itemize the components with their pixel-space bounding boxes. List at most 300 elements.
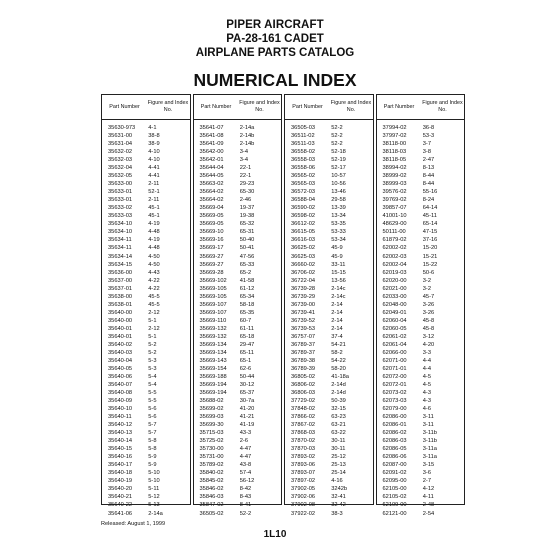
table-row	[194, 132, 282, 140]
figure-index-cell: 65-14	[422, 221, 438, 228]
table-row	[194, 469, 282, 477]
table-row	[377, 510, 465, 518]
figure-index-cell: 8-13	[422, 165, 435, 172]
figure-index-cell: 5-13	[148, 502, 160, 509]
table-row	[377, 212, 465, 220]
figure-index-cell: 3-12	[422, 333, 435, 340]
table-row	[377, 204, 465, 212]
index-column	[101, 94, 191, 517]
table-row	[377, 180, 465, 188]
table-row	[377, 445, 465, 453]
part-number-cell: 37729-02	[291, 398, 316, 405]
table-row	[285, 510, 373, 518]
table-row	[194, 188, 282, 196]
table-row	[102, 132, 190, 140]
figure-index-cell: 3-11	[422, 422, 434, 429]
figure-index-cell: 4-48	[148, 229, 160, 236]
figure-index-cell: 45-8	[422, 317, 435, 324]
figure-index-cell: 5-10	[148, 470, 160, 477]
figure-index-cell: 65-31	[239, 229, 255, 236]
table-row	[377, 461, 465, 469]
part-number-cell: 62072-00	[382, 373, 407, 380]
figure-index-cell: 10-56	[331, 181, 346, 188]
table-row	[377, 421, 465, 429]
part-number-cell: 35669-107	[199, 309, 227, 316]
table-row	[285, 421, 373, 429]
part-number-cell: 35669-134	[199, 341, 227, 348]
table-row	[285, 389, 373, 397]
table-row	[285, 124, 373, 132]
part-number-cell: 36739-00	[291, 301, 316, 308]
table-row	[102, 501, 190, 509]
figure-index-cell: 5-6	[148, 406, 157, 413]
figure-index-cell: 29-47	[239, 341, 255, 348]
part-number-cell: 35846-02	[199, 486, 224, 493]
table-row	[377, 132, 465, 140]
part-number-cell: 62086-05	[382, 446, 407, 453]
table-row	[377, 349, 465, 357]
figure-index-cell: 53-35	[331, 221, 346, 228]
part-number-cell: 37902-05	[291, 486, 316, 493]
part-number-cell: 35725-02	[199, 438, 224, 445]
index-column	[284, 94, 374, 517]
figure-index-cell: 65-2	[239, 269, 252, 276]
index-column	[376, 94, 466, 517]
part-number-cell: 62086-01	[382, 422, 407, 429]
part-number-cell: 37922-02	[291, 510, 316, 517]
table-row	[285, 365, 373, 373]
table-row	[377, 501, 465, 509]
figure-index-cell: 4-12	[422, 486, 435, 493]
part-number-cell: 62061-02	[382, 333, 407, 340]
figure-index-cell: 52-2	[331, 133, 343, 140]
table-row	[194, 124, 282, 132]
part-number-cell: 38118-03	[382, 149, 407, 156]
part-number-cell: 36505-02	[199, 510, 224, 517]
table-row	[194, 501, 282, 509]
table-row	[102, 381, 190, 389]
part-number-cell: 35669-132	[199, 325, 227, 332]
figure-index-cell: 8-42	[239, 486, 252, 493]
table-row	[194, 325, 282, 333]
part-number-cell: 35669-28	[199, 269, 224, 276]
figure-index-cell: 4-16	[331, 478, 343, 485]
figure-index-cell: 52-2	[331, 125, 343, 131]
part-number-cell: 36511-03	[291, 141, 315, 148]
figure-index-cell: 3-11a	[422, 446, 437, 453]
part-number-header: Part Number	[200, 103, 232, 110]
part-number-cell: 35630-973	[108, 125, 136, 131]
figure-index-cell: 5-7	[148, 422, 157, 429]
table-row	[194, 461, 282, 469]
table-row	[285, 309, 373, 317]
part-number-cell: 35669-143	[199, 357, 227, 364]
table-row	[285, 253, 373, 261]
part-number-cell: 35669-154	[199, 365, 227, 372]
part-number-cell: 36565-03	[291, 181, 316, 188]
part-number-cell: 35633-01	[108, 197, 133, 204]
part-number-cell: 38999-03	[382, 181, 407, 188]
figure-index-cell: 4-47	[239, 446, 252, 453]
table-row	[285, 469, 373, 477]
table-row	[194, 156, 282, 164]
part-number-cell: 35840-02	[199, 470, 224, 477]
figure-index-cell: 41-58	[239, 277, 255, 284]
figure-index-cell: 4-4	[422, 365, 431, 372]
table-row	[285, 341, 373, 349]
figure-index-cell: 50-39	[331, 398, 346, 405]
figure-index-cell: 5-9	[148, 454, 157, 461]
part-number-cell: 35640-02	[108, 341, 133, 348]
figure-index-cell: 63-23	[331, 414, 346, 421]
figure-index-cell: 5-5	[148, 390, 157, 397]
part-number-cell: 36558-02	[291, 149, 316, 156]
part-number-cell: 36722-04	[291, 277, 316, 284]
figure-index-cell: 25-14	[331, 470, 346, 477]
part-number-cell: 62049-01	[382, 309, 407, 316]
figure-index-cell: 13-34	[331, 213, 346, 220]
figure-index-cell: 38-3	[331, 510, 343, 517]
table-row	[194, 413, 282, 421]
table-row	[194, 349, 282, 357]
figure-index-cell: 5-10	[148, 478, 160, 485]
part-number-cell: 62086-00	[382, 414, 407, 421]
part-number-cell: 35636-00	[108, 269, 133, 276]
part-number-cell: 36511-02	[291, 133, 315, 140]
figure-index-cell: 22-1	[239, 165, 252, 172]
part-number-cell: 35632-04	[108, 165, 133, 172]
part-number-cell: 35669-102	[199, 277, 227, 284]
table-row	[285, 132, 373, 140]
table-row	[377, 261, 465, 269]
figure-index-cell: 5-1	[148, 333, 157, 340]
table-row	[102, 461, 190, 469]
part-number-cell: 35669-105	[199, 285, 227, 292]
part-number-cell: 37866-02	[291, 414, 316, 421]
figure-index-cell: 4-11	[422, 494, 434, 501]
table-row	[377, 228, 465, 236]
table-row	[102, 196, 190, 204]
figure-index-cell: 3-26	[422, 309, 435, 316]
figure-index-cell: 2-14b	[239, 141, 255, 148]
table-row	[102, 349, 190, 357]
table-row	[194, 244, 282, 252]
part-number-cell: 37893-07	[291, 470, 316, 477]
figure-index-cell: 54-21	[331, 341, 346, 348]
part-number-cell: 36625-03	[291, 253, 316, 260]
figure-index-cell: 3-2	[422, 285, 431, 292]
figure-index-cell: 30-11	[331, 438, 346, 445]
figure-index-cell: 5-9	[148, 462, 157, 469]
figure-index-cell: 5-4	[148, 373, 157, 380]
table-row	[285, 437, 373, 445]
figure-index-cell: 3-3	[422, 349, 431, 356]
figure-index-cell: 5-1	[148, 317, 157, 324]
part-number-cell: 62020-00	[382, 277, 407, 284]
figure-index-cell: 3-15	[422, 462, 435, 469]
part-number-cell: 35688-02	[199, 398, 224, 405]
figure-index-cell: 38-8	[148, 133, 160, 140]
part-number-cell: 36805-02	[291, 373, 316, 380]
column-header	[285, 95, 373, 120]
figure-index-cell: 2-12	[148, 309, 160, 316]
part-number-cell: 62066-00	[382, 349, 407, 356]
part-number-cell: 35640-22	[108, 502, 133, 509]
part-number-cell: 35641-08	[199, 133, 224, 140]
part-number-cell: 35634-15	[108, 261, 133, 268]
part-number-cell: 37897-02	[291, 478, 316, 485]
figure-index-cell: 2-6	[239, 438, 248, 445]
part-number-cell: 35640-07	[108, 382, 133, 388]
table-row	[102, 148, 190, 156]
part-number-cell: 62071-00	[382, 357, 407, 364]
figure-index-cell: 3242b	[331, 486, 348, 493]
part-number-cell: 35644-04	[199, 165, 224, 172]
part-number-cell: 35663-02	[199, 181, 224, 188]
table-row	[194, 333, 282, 341]
figure-index-cell: 2-14c	[331, 293, 346, 300]
part-number-cell: 37893-02	[291, 454, 316, 461]
part-number-cell: 36660-02	[291, 261, 316, 268]
figure-index-cell: 32-42	[331, 502, 346, 509]
table-row	[102, 301, 190, 309]
part-number-cell: 62071-01	[382, 365, 407, 372]
table-row	[194, 269, 282, 277]
part-number-cell: 35845-02	[199, 478, 224, 485]
table-row	[377, 341, 465, 349]
table-row	[102, 253, 190, 261]
part-number-cell: 36739-53	[291, 325, 316, 332]
part-number-cell: 37997-02	[382, 133, 407, 140]
figure-index-cell: 4-3	[422, 390, 431, 397]
table-row	[285, 164, 373, 172]
figure-index-cell: 5-7	[148, 430, 157, 437]
table-row	[194, 429, 282, 437]
table-row	[285, 413, 373, 421]
figure-index-cell: 43-8	[239, 462, 252, 469]
part-number-cell: 35641-06	[108, 510, 133, 517]
part-number-cell: 62105-00	[382, 486, 407, 493]
part-number-cell: 35669-107	[199, 301, 227, 308]
part-number-cell: 35632-02	[108, 149, 133, 156]
figure-index-cell: 65-33	[239, 261, 255, 268]
table-row	[194, 204, 282, 212]
table-row	[285, 293, 373, 301]
part-number-cell: 35669-134	[199, 349, 227, 356]
figure-index-cell: 8-44	[422, 173, 435, 180]
figure-index-cell: 13-39	[331, 205, 346, 212]
table-row	[102, 325, 190, 333]
figure-index-cell: 8-43	[239, 494, 252, 501]
table-row	[102, 204, 190, 212]
part-number-cell: 35640-13	[108, 430, 133, 437]
part-number-cell: 62109-00	[382, 502, 407, 509]
figure-index-cell: 2-14a	[148, 510, 163, 517]
part-number-cell: 38118-05	[382, 157, 407, 164]
table-row	[102, 485, 190, 493]
table-row	[377, 309, 465, 317]
part-number-cell: 62002-03	[382, 253, 407, 260]
part-number-cell: 36706-02	[291, 269, 316, 276]
figure-index-cell: 25-13	[331, 462, 346, 469]
table-row	[285, 140, 373, 148]
part-number-cell: 38118-00	[382, 141, 407, 148]
part-number-cell: 35640-00	[108, 309, 133, 316]
table-row	[102, 357, 190, 365]
table-row	[102, 389, 190, 397]
figure-index-cell: 4-1	[148, 125, 157, 131]
table-row	[194, 236, 282, 244]
table-row	[285, 188, 373, 196]
table-row	[102, 172, 190, 180]
table-row	[285, 453, 373, 461]
part-number-cell: 35664-02	[199, 189, 224, 196]
table-row	[285, 325, 373, 333]
figure-index-cell: 2-46	[239, 197, 252, 204]
table-row	[102, 164, 190, 172]
figure-index-cell: 4-4	[422, 357, 431, 364]
table-row	[194, 357, 282, 365]
figure-index-cell: 2-54	[422, 510, 435, 517]
figure-index-cell: 5-8	[148, 446, 157, 453]
figure-index-cell: 33-11	[331, 261, 346, 268]
table-row	[377, 333, 465, 341]
figure-index-cell: 3-8	[422, 149, 431, 156]
table-row	[377, 317, 465, 325]
figure-index-cell: 4-41	[148, 173, 160, 180]
part-number-cell: 35640-12	[108, 422, 133, 429]
part-number-cell: 35641-07	[199, 125, 224, 131]
part-number-cell: 36588-04	[291, 197, 316, 204]
figure-index-cell: 65-18	[239, 333, 255, 340]
table-row	[194, 437, 282, 445]
figure-index-cell: 36-8	[422, 125, 435, 131]
part-number-cell: 37902-08	[291, 502, 316, 509]
figure-index-cell: 5-12	[148, 494, 160, 501]
numerical-index-table	[101, 94, 465, 517]
table-row	[285, 333, 373, 341]
table-row	[102, 365, 190, 373]
part-number-header: Part Number	[292, 103, 323, 110]
part-number-cell: 62095-00	[382, 478, 407, 485]
figure-index-cell: 4-19	[148, 221, 160, 228]
index-column	[193, 94, 283, 517]
table-row	[194, 261, 282, 269]
part-number-cell: 38994-02	[382, 165, 407, 172]
table-row	[102, 244, 190, 252]
part-number-cell: 35847-02	[199, 502, 224, 509]
part-number-cell: 62121-00	[382, 510, 407, 517]
table-row	[377, 453, 465, 461]
part-number-cell: 37868-03	[291, 430, 316, 437]
part-number-cell: 62086-02	[382, 430, 407, 437]
table-row	[102, 277, 190, 285]
figure-index-cell: 29-23	[239, 181, 255, 188]
part-number-cell: 35640-14	[108, 438, 133, 445]
part-number-cell: 35669-27	[199, 253, 224, 260]
figure-index-cell: 25-12	[331, 454, 346, 461]
table-row	[102, 333, 190, 341]
table-row	[377, 493, 465, 501]
table-row	[102, 212, 190, 220]
figure-index-cell: 56-12	[239, 478, 255, 485]
figure-index-cell: 58-18	[239, 301, 255, 308]
part-number-cell: 35664-02	[199, 197, 224, 204]
figure-index-cell: 4-5	[422, 382, 431, 388]
figure-index-cell: 4-3	[422, 398, 431, 405]
table-row	[285, 317, 373, 325]
part-number-cell: 36558-06	[291, 165, 316, 172]
figure-index-cell: 8-24	[422, 197, 435, 204]
table-row	[377, 253, 465, 261]
figure-index-cell: 30-11	[331, 446, 346, 453]
table-row	[377, 437, 465, 445]
catalog-model: PA-28-161 CADET	[226, 33, 324, 45]
table-row	[285, 244, 373, 252]
figure-index-cell: 50-40	[239, 237, 255, 244]
figure-index-cell: 5-3	[148, 365, 157, 372]
part-number-cell: 38999-02	[382, 173, 407, 180]
figure-index-cell: 4-19	[148, 237, 160, 244]
table-row	[194, 253, 282, 261]
table-row	[285, 477, 373, 485]
figure-index-cell: 45-9	[331, 253, 343, 260]
table-row	[285, 429, 373, 437]
figure-index-cell: 3-4	[239, 149, 248, 156]
table-row	[102, 429, 190, 437]
table-row	[285, 261, 373, 269]
column-header	[377, 95, 465, 120]
part-number-cell: 35731-00	[199, 454, 224, 461]
table-row	[285, 405, 373, 413]
figure-index-cell: 2-14b	[239, 133, 255, 140]
figure-index-cell: 50-6	[422, 269, 435, 276]
part-number-cell: 35669-10	[199, 229, 224, 236]
part-number-cell: 35669-194	[199, 390, 227, 397]
table-row	[377, 373, 465, 381]
figure-index-cell: 32-15	[331, 406, 346, 413]
figure-index-cell: 5-6	[148, 414, 157, 421]
figure-index-cell: 53-34	[331, 237, 346, 244]
figure-index-cell: 45-1	[148, 213, 160, 220]
figure-index-cell: 4-41	[148, 165, 160, 172]
table-row	[102, 421, 190, 429]
table-row	[102, 405, 190, 413]
table-row	[102, 469, 190, 477]
table-row	[377, 140, 465, 148]
table-row	[102, 373, 190, 381]
part-number-cell: 35640-04	[108, 357, 133, 364]
part-number-cell: 62086-03	[382, 438, 407, 445]
part-number-cell: 35699-03	[199, 414, 224, 421]
table-row	[377, 389, 465, 397]
figure-index-cell: 13-46	[331, 189, 346, 196]
part-number-cell: 37870-02	[291, 438, 316, 445]
figure-index-cell: 54-22	[331, 357, 346, 364]
figure-index-cell: 52-17	[331, 165, 346, 172]
table-row	[194, 140, 282, 148]
table-row	[377, 148, 465, 156]
part-number-cell: 35669-132	[199, 333, 227, 340]
part-number-cell: 36616-03	[291, 237, 316, 244]
table-row	[194, 164, 282, 172]
part-number-cell: 36739-52	[291, 317, 316, 324]
part-number-cell: 35642-01	[199, 157, 224, 164]
table-row	[102, 309, 190, 317]
figure-index-cell: 3-4	[239, 157, 248, 164]
figure-index-cell: 53-3	[422, 133, 435, 140]
part-number-cell: 35634-11	[108, 237, 132, 244]
